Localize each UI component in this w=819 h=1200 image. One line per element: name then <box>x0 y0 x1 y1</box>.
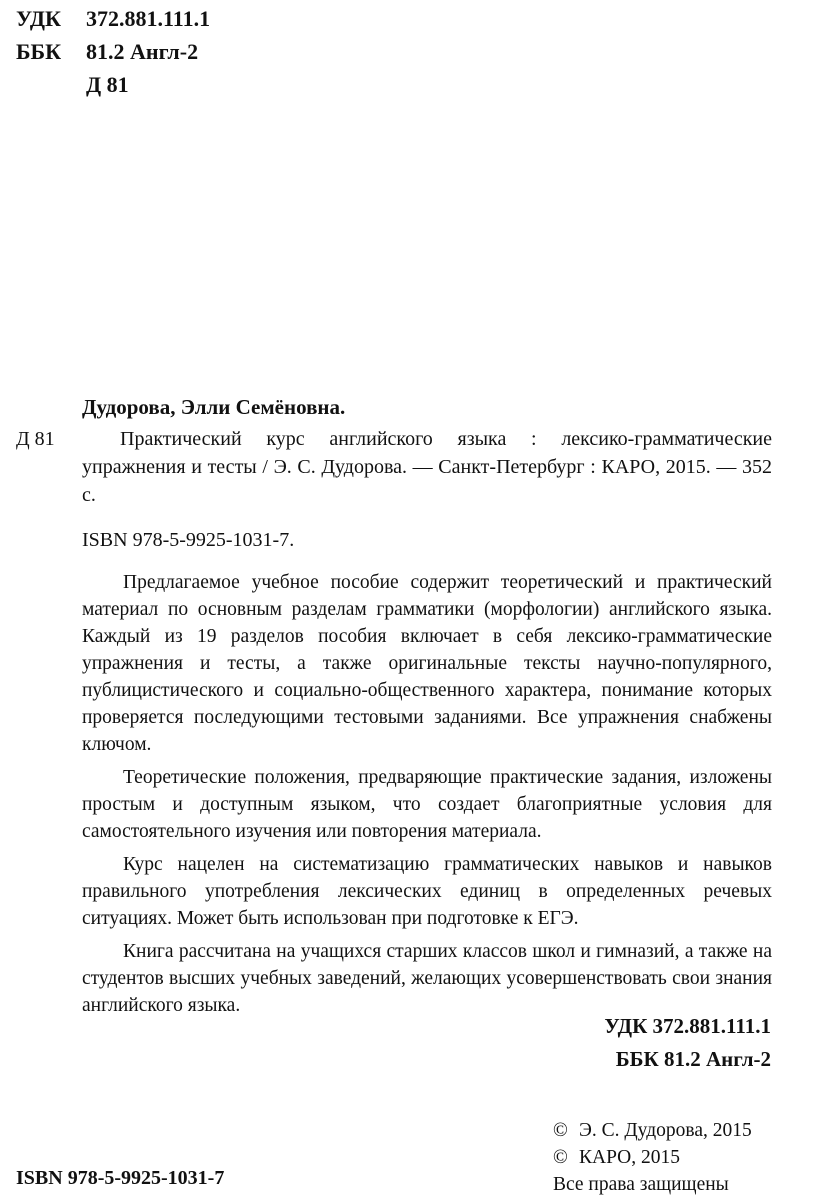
bbk-label: ББК <box>16 39 62 64</box>
author-heading: Дудорова, Элли Семёновна. <box>82 395 346 419</box>
copyright-author: Э. С. Дудорова, 2015 <box>579 1120 752 1141</box>
classification-block-top <box>16 2 210 101</box>
annotation-paragraph: Теоретические положения, предваряющие практические задания, изложены простым и доступным языком, что создает благоприятные условия для самостоятельного изучения или повторения материала. <box>82 767 772 842</box>
isbn-line: ISBN 978-5-9925-1031-7. <box>82 529 295 551</box>
rights-reserved: Все права защищены <box>553 1174 729 1195</box>
annotation <box>82 569 772 1025</box>
copyright-symbol: © <box>553 1147 568 1168</box>
classification-block-bottom <box>604 1010 771 1076</box>
annotation-paragraph: Предлагаемое учебное пособие содержит теоретический и практический материал по основным разделам грамматики (морфологии) английского языка. Каждый из 19 разделов пособия включает в себя лексико-грамматические упражнения и тесты, а также оригинальные тексты научно-популярного, публицистического и социально-общественного характера, понимание которых проверяется последующими тестовыми заданиями. Все упражнения снабжены ключом. <box>82 572 772 755</box>
udk-code: УДК 372.881.111.1 <box>604 1014 771 1038</box>
udk-label: УДК <box>16 6 62 31</box>
catalog-mark: Д 81 <box>16 428 55 450</box>
author-mark-row <box>16 68 210 101</box>
bbk-code: ББК 81.2 Англ-2 <box>615 1047 771 1071</box>
copyright-publisher: КАРО, 2015 <box>579 1147 681 1168</box>
catalog-description: Практический курс английского языка : лексико-грамматические упражнения и тесты / Э. С. Дудорова. — Санкт-Петербург : КАРО, 2015. — 352 с. <box>82 428 772 506</box>
copyright-block <box>553 1117 752 1198</box>
author-mark: Д 81 <box>86 72 129 97</box>
copyright-symbol: © <box>553 1120 568 1141</box>
bbk-row <box>16 35 210 68</box>
copyright-publisher-row <box>553 1144 752 1171</box>
footer-isbn: ISBN 978-5-9925-1031-7 <box>16 1167 225 1189</box>
annotation-paragraph: Книга рассчитана на учащихся старших классов школ и гимназий, а также на студентов высших учебных заведений, желающих усовершенствовать свои знания английского языка. <box>82 941 772 1016</box>
udk-value: 372.881.111.1 <box>86 6 211 31</box>
copyright-author-row <box>553 1117 752 1144</box>
annotation-paragraph: Курс нацелен на систематизацию грамматических навыков и навыков правильного употребления лексических единиц в определенных речевых ситуациях. Может быть использован при подготовке к ЕГЭ. <box>82 854 772 929</box>
udk-row <box>16 2 210 35</box>
bbk-value: 81.2 Англ-2 <box>86 39 199 64</box>
